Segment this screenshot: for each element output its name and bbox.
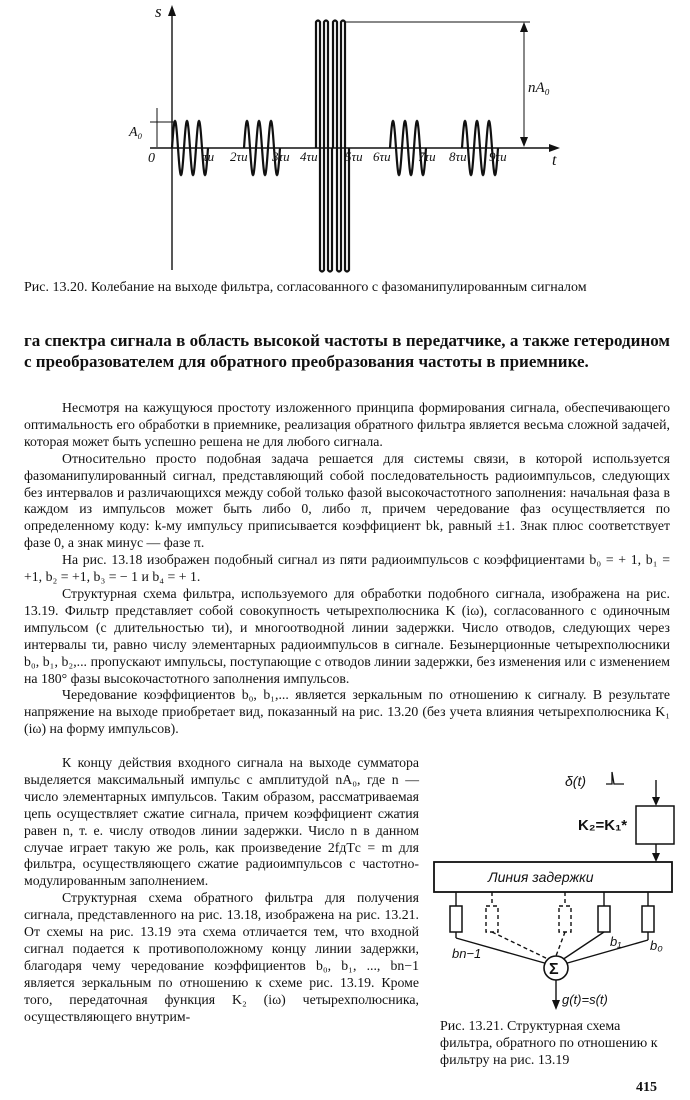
figure-13-21-caption: Рис. 13.21. Структурная схема фильтра, обратного по отношению к фильтру на рис. 13.19 <box>440 1019 658 1068</box>
peak-arrow-top <box>520 22 528 32</box>
paragraph-4: Структурная схема фильтра, используемого для обработки подобного сигнала, изображена на рис. 13.19. Фильтр представляет собой совокупность четырехполюсника K (iω), согласованного с одиночным импульсом (с длительностью τи), и многоотводной линии задержки. Число отводов, следующих через интервалы τи, равно числу элементарных радиоимпульсов в сигнале. Безынерционные четырехполюсники b₀, b₁, b₂,... пропускают импульсы, поступающие с отводов линии задержки, без изменения или с изменением на 180° фазы высокочастотного заполнения импульсов. <box>24 585 670 686</box>
figure-13-20-caption: Рис. 13.20. Колебание на выходе фильтра, согласованного с фазоманипулированным сигналом <box>24 280 587 295</box>
peak-label: nA₀ <box>528 80 550 96</box>
tick-label-3: 3τи <box>272 149 290 164</box>
x-axis-label: t <box>552 152 557 169</box>
paragraph-1: Несмотря на кажущуюся простоту изложенного принципа формирования сигнала, обеспечивающего оптимальность его обработки в приемнике, реализация обратного фильтра является весьма сложной задачей, которая может быть успешно решена не для любого сигнала. <box>24 400 670 449</box>
k2-block <box>636 806 674 844</box>
tick-label-8: 8τи <box>449 149 467 164</box>
oscillation-burst <box>172 121 208 175</box>
amplitude-label: A₀ <box>129 125 143 140</box>
delay-line-label: Линия задержки <box>488 869 594 885</box>
peak-pulse-cycle <box>324 21 332 272</box>
body-text-left-column <box>24 755 419 1026</box>
origin-label: 0 <box>148 151 155 166</box>
output-arrowhead <box>552 1000 560 1010</box>
output-oscillation <box>172 21 498 272</box>
peak-pulse-cycle <box>333 21 341 272</box>
tick-label-4: 4τи <box>300 149 318 164</box>
input-label: δ(t) <box>565 773 586 789</box>
peak-pulse-cycle <box>316 21 324 272</box>
oscillation-burst <box>244 121 280 175</box>
paragraph-5: Чередование коэффициентов b₀, b₁,... является зеркальным по отношению к сигналу. В результате напряжение на выходе приобретает вид, показанный на рис. 13.20 (без учета влияния четырехполюсника K₁ (iω) на форму импульсов). <box>24 687 670 737</box>
peak-arrow-bottom <box>520 137 528 147</box>
paragraph-7: Структурная схема обратного фильтра для получения сигнала, представленного на рис. 13.18, изображена на рис. 13.21. От схемы на рис. 13.19 эта схема отличается тем, что входной сигнал подается к противоположному концу линии задержки, благодаря чему чередование коэффициентов b₀, b₁, ..., bn−1 является зеркальным по отношению к схеме рис. 13.19. Кроме того, передаточная функция K₂ (iω) четырехполюсника, осуществляющего внутрим- <box>24 890 419 1024</box>
tick-label-7: 7τи <box>418 149 436 164</box>
paragraph-6: К концу действия входного сигнала на выходе сумматора выделяется максимальный импульс с амплитудой nA₀, где n — число элементарных импульсов. Таким образом, рассматриваемая цепь осуществляет сжатие сигнала, причем коэффициент сжатия равен n, т. е. числу отводов линии задержки. Число n в данном случае играет такую же роль, как произведение 2fдTс = m для фильтра, осуществляющего сжатие радиоимпульсов с частотно-модулированным заполнением. <box>24 755 419 889</box>
tick-label-9: 9τи <box>489 149 507 164</box>
block-arrowhead <box>652 853 660 862</box>
output-label: g(t)=s(t) <box>562 992 608 1007</box>
tick-label-5: 5τи <box>345 149 363 164</box>
lead-paragraph: га спектра сигнала в область высокой частоты в передатчике, а также гетеродином с преобразователем для обратного преобразования частоты в приемнике. <box>24 331 670 371</box>
y-axis-arrow <box>168 5 176 16</box>
page-number: 415 <box>636 1080 657 1095</box>
peak-pulse-cycle <box>341 21 349 272</box>
peak-pulse <box>316 21 349 272</box>
coef-right-label: b₀ <box>650 938 663 953</box>
paragraph-3: На рис. 13.18 изображен подобный сигнал из пяти радиоимпульсов с коэффициентами b₀ = + 1, b₁ = +1, b₂ = +1, b₃ = − 1 и b₄ = + 1. <box>24 552 670 585</box>
coef-mid-label: b₁ <box>610 934 622 949</box>
oscillation-burst <box>462 121 498 175</box>
tick-label-2: 2τи <box>230 149 248 164</box>
body-text-top <box>24 400 670 738</box>
figure-13-21 <box>428 770 688 1015</box>
coef-left-label: bn−1 <box>452 946 482 961</box>
input-arrowhead <box>652 797 660 806</box>
y-axis-label: s <box>155 2 162 21</box>
summator-symbol: Σ <box>549 961 559 978</box>
paragraph-2: Относительно просто подобная задача решается для системы связи, в которой используется фазоманипулированный сигнал, представляющий собой последовательность радиоимпульсов, следующих без интервалов и различающихся между собой только фазой высокочастотного заполнения: начальная фаза в каждом из импульсов может быть либо 0, либо π, причем чередование фаз осуществляется по определенному коду: k-му импульсу приписывается коэффициент bk, равный ±1. Знак плюс соответствует фазе 0, а знак минус — фазе π. <box>24 450 670 551</box>
k2-label: K₂=K₁* <box>578 817 628 834</box>
delta-pulse-icon <box>606 772 624 784</box>
x-axis-arrow <box>549 144 560 152</box>
figure-13-20 <box>0 0 690 275</box>
oscillation-burst <box>390 121 426 175</box>
tick-label-1: τи <box>203 149 215 164</box>
tick-label-6: 6τи <box>373 149 391 164</box>
